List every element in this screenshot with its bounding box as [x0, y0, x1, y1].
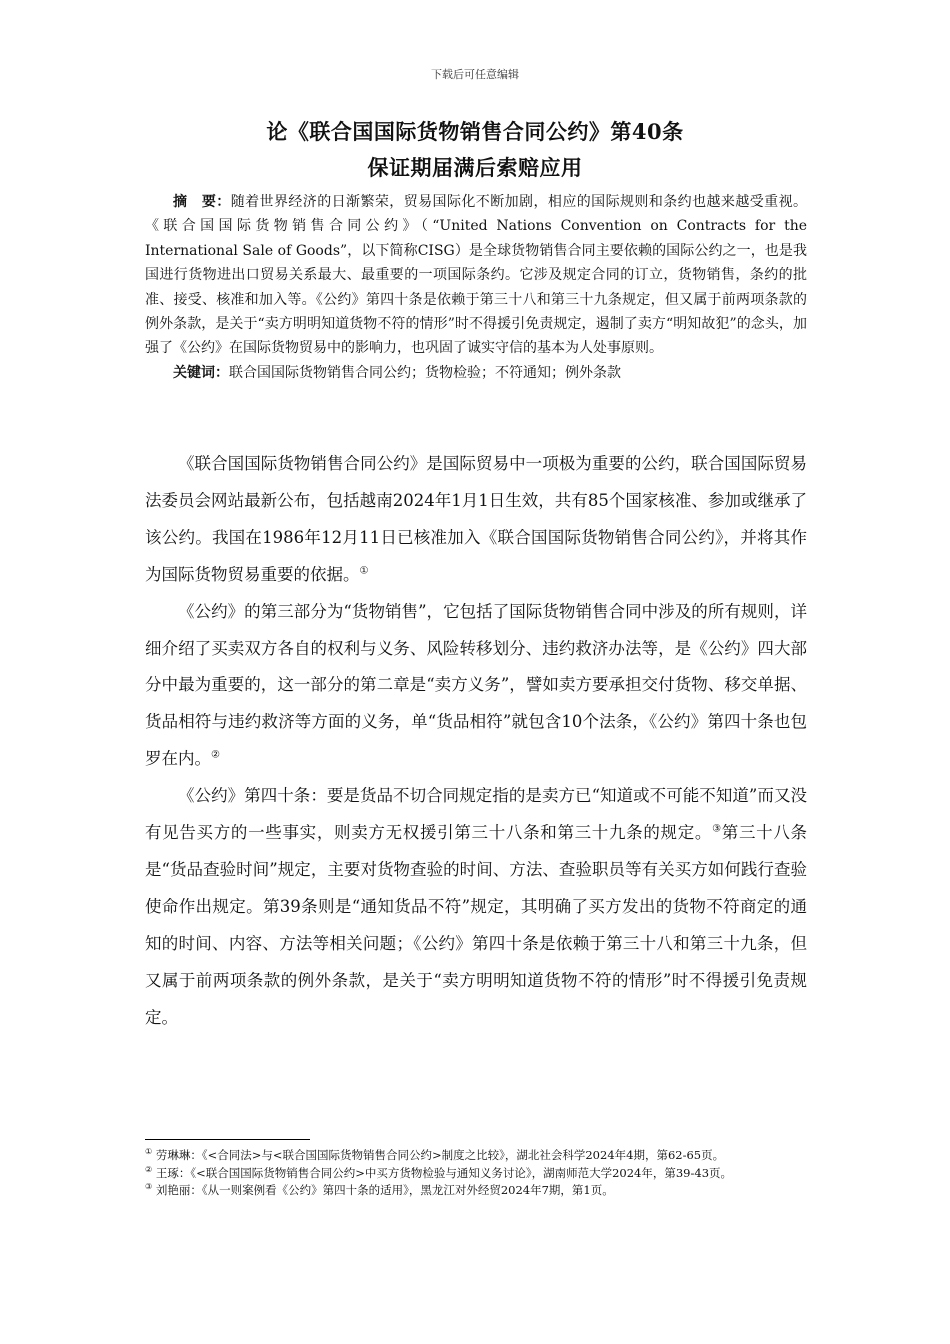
footnote-text: 刘艳丽：《从一则案例看《公约》第四十条的适用》，黑龙江对外经贸2024年7期，第1页。 [155, 1183, 614, 1197]
page-subtitle: 保证期届满后索赔应用 [367, 155, 583, 180]
paragraph-text: 第三十八条是“货品查验时间”规定，主要对货物查验的时间、方法、查验职员等有关买方如何践行查验使命作出规定。第39条则是“通知货品不符”规定，其明确了买方发出的货物不符商定的通知的时间、内容、方法等相关问题；《公约》第四十条是依赖于第三十八和第三十九条，但又属于前两项条款的例外条款，是关于“卖方明明知道货物不符的情形”时不得援引免责规定。 [145, 823, 808, 1027]
footnote [145, 1165, 807, 1183]
paragraph-text: 《公约》的第三部分为“货物销售”，它包括了国际货物销售合同中涉及的所有规则，详细介绍了买卖双方各自的权利与义务、风险转移划分、违约救济办法等，是《公约》四大部分中最为重要的，这一部分的第二章是“卖方义务”，譬如卖方要承担交付货物、移交单据、货品相符与违约救济等方面的义务，单“货品相符”就包含10个法条，《公约》第四十条也包罗在内。 [145, 601, 807, 769]
body-paragraph [145, 778, 807, 1036]
footnote-mark: ③ [145, 1182, 153, 1192]
keywords-text: 联合国国际货物销售合同公约；货物检验；不符通知；例外条款 [229, 364, 621, 381]
abstract-paragraph [145, 190, 807, 361]
abstract-label: 摘 要： [173, 194, 231, 210]
body-paragraph [145, 446, 807, 594]
footnotes [145, 1147, 807, 1200]
abstract-section [145, 190, 807, 385]
footnote-mark: ① [145, 1147, 153, 1157]
body-paragraph [145, 594, 807, 779]
footnote [145, 1147, 807, 1165]
paragraph-text: 《联合国国际货物销售合同公约》是国际贸易中一项极为重要的公约，联合国国际贸易法委员会网站最新公布，包括越南2024年1月1日生效，共有85个国家核准、参加或继承了该公约。我国在1986年12月11日已核准加入《联合国国际货物销售合同公约》，并将其作为国际货物贸易重要的依据。 [145, 454, 807, 584]
footnote-ref: ② [211, 749, 220, 761]
footnote [145, 1182, 807, 1200]
header-note: 下载后可任意编辑 [431, 68, 519, 81]
footnote-divider [145, 1139, 310, 1140]
keywords-label: 关键词： [173, 364, 229, 381]
body-text [145, 446, 807, 1037]
footnote-text: 王琢：《<联合国国际货物销售合同公约>中买方货物检验与通知义务讨论》，湖南师范大学2024年，第39-43页。 [155, 1165, 733, 1180]
abstract-text: 随着世界经济的日渐繁荣，贸易国际化不断加剧，相应的国际规则和条约也越来越受重视。《联合国国际货物销售合同公约》（“United Nations Convention on Contracts for the International Sale of Goods”，以下简称CISG）是全球货物销售合同主要依赖的国际公约之一，也是我国进行货物进出口贸易关系最大、最重要的一项国际条约。它涉及规定合同的订立，货物销售，条约的批准、接受、核准和加入等。《公约》第四十条是依赖于第三十八和第三十九条规定，但又属于前两项条款的例外条款，是关于“卖方明明知道货物不符的情形”时不得援引免责规定，遏制了卖方“明知故犯”的念头，加强了《公约》在国际货物贸易中的影响力，也巩固了诚实守信的基本为人处事原则。 [145, 194, 808, 357]
paragraph-text: 《公约》第四十条：要是货品不切合同规定指的是卖方已“知道或不可能不知道”而又没有见告买方的一些事实，则卖方无权援引第三十八条和第三十九条的规定。 [145, 786, 807, 843]
page-title: 论《联合国国际货物销售合同公约》第40条 [266, 119, 684, 144]
footnote-text: 劳琳琳：《<合同法>与<联合国国际货物销售合同公约>制度之比较》，湖北社会科学2024年4期，第62-65页。 [155, 1148, 725, 1162]
footnote-mark: ② [145, 1164, 153, 1174]
footnote-ref: ③ [712, 823, 722, 835]
keywords-paragraph [145, 361, 807, 385]
footnote-ref: ① [359, 565, 369, 577]
